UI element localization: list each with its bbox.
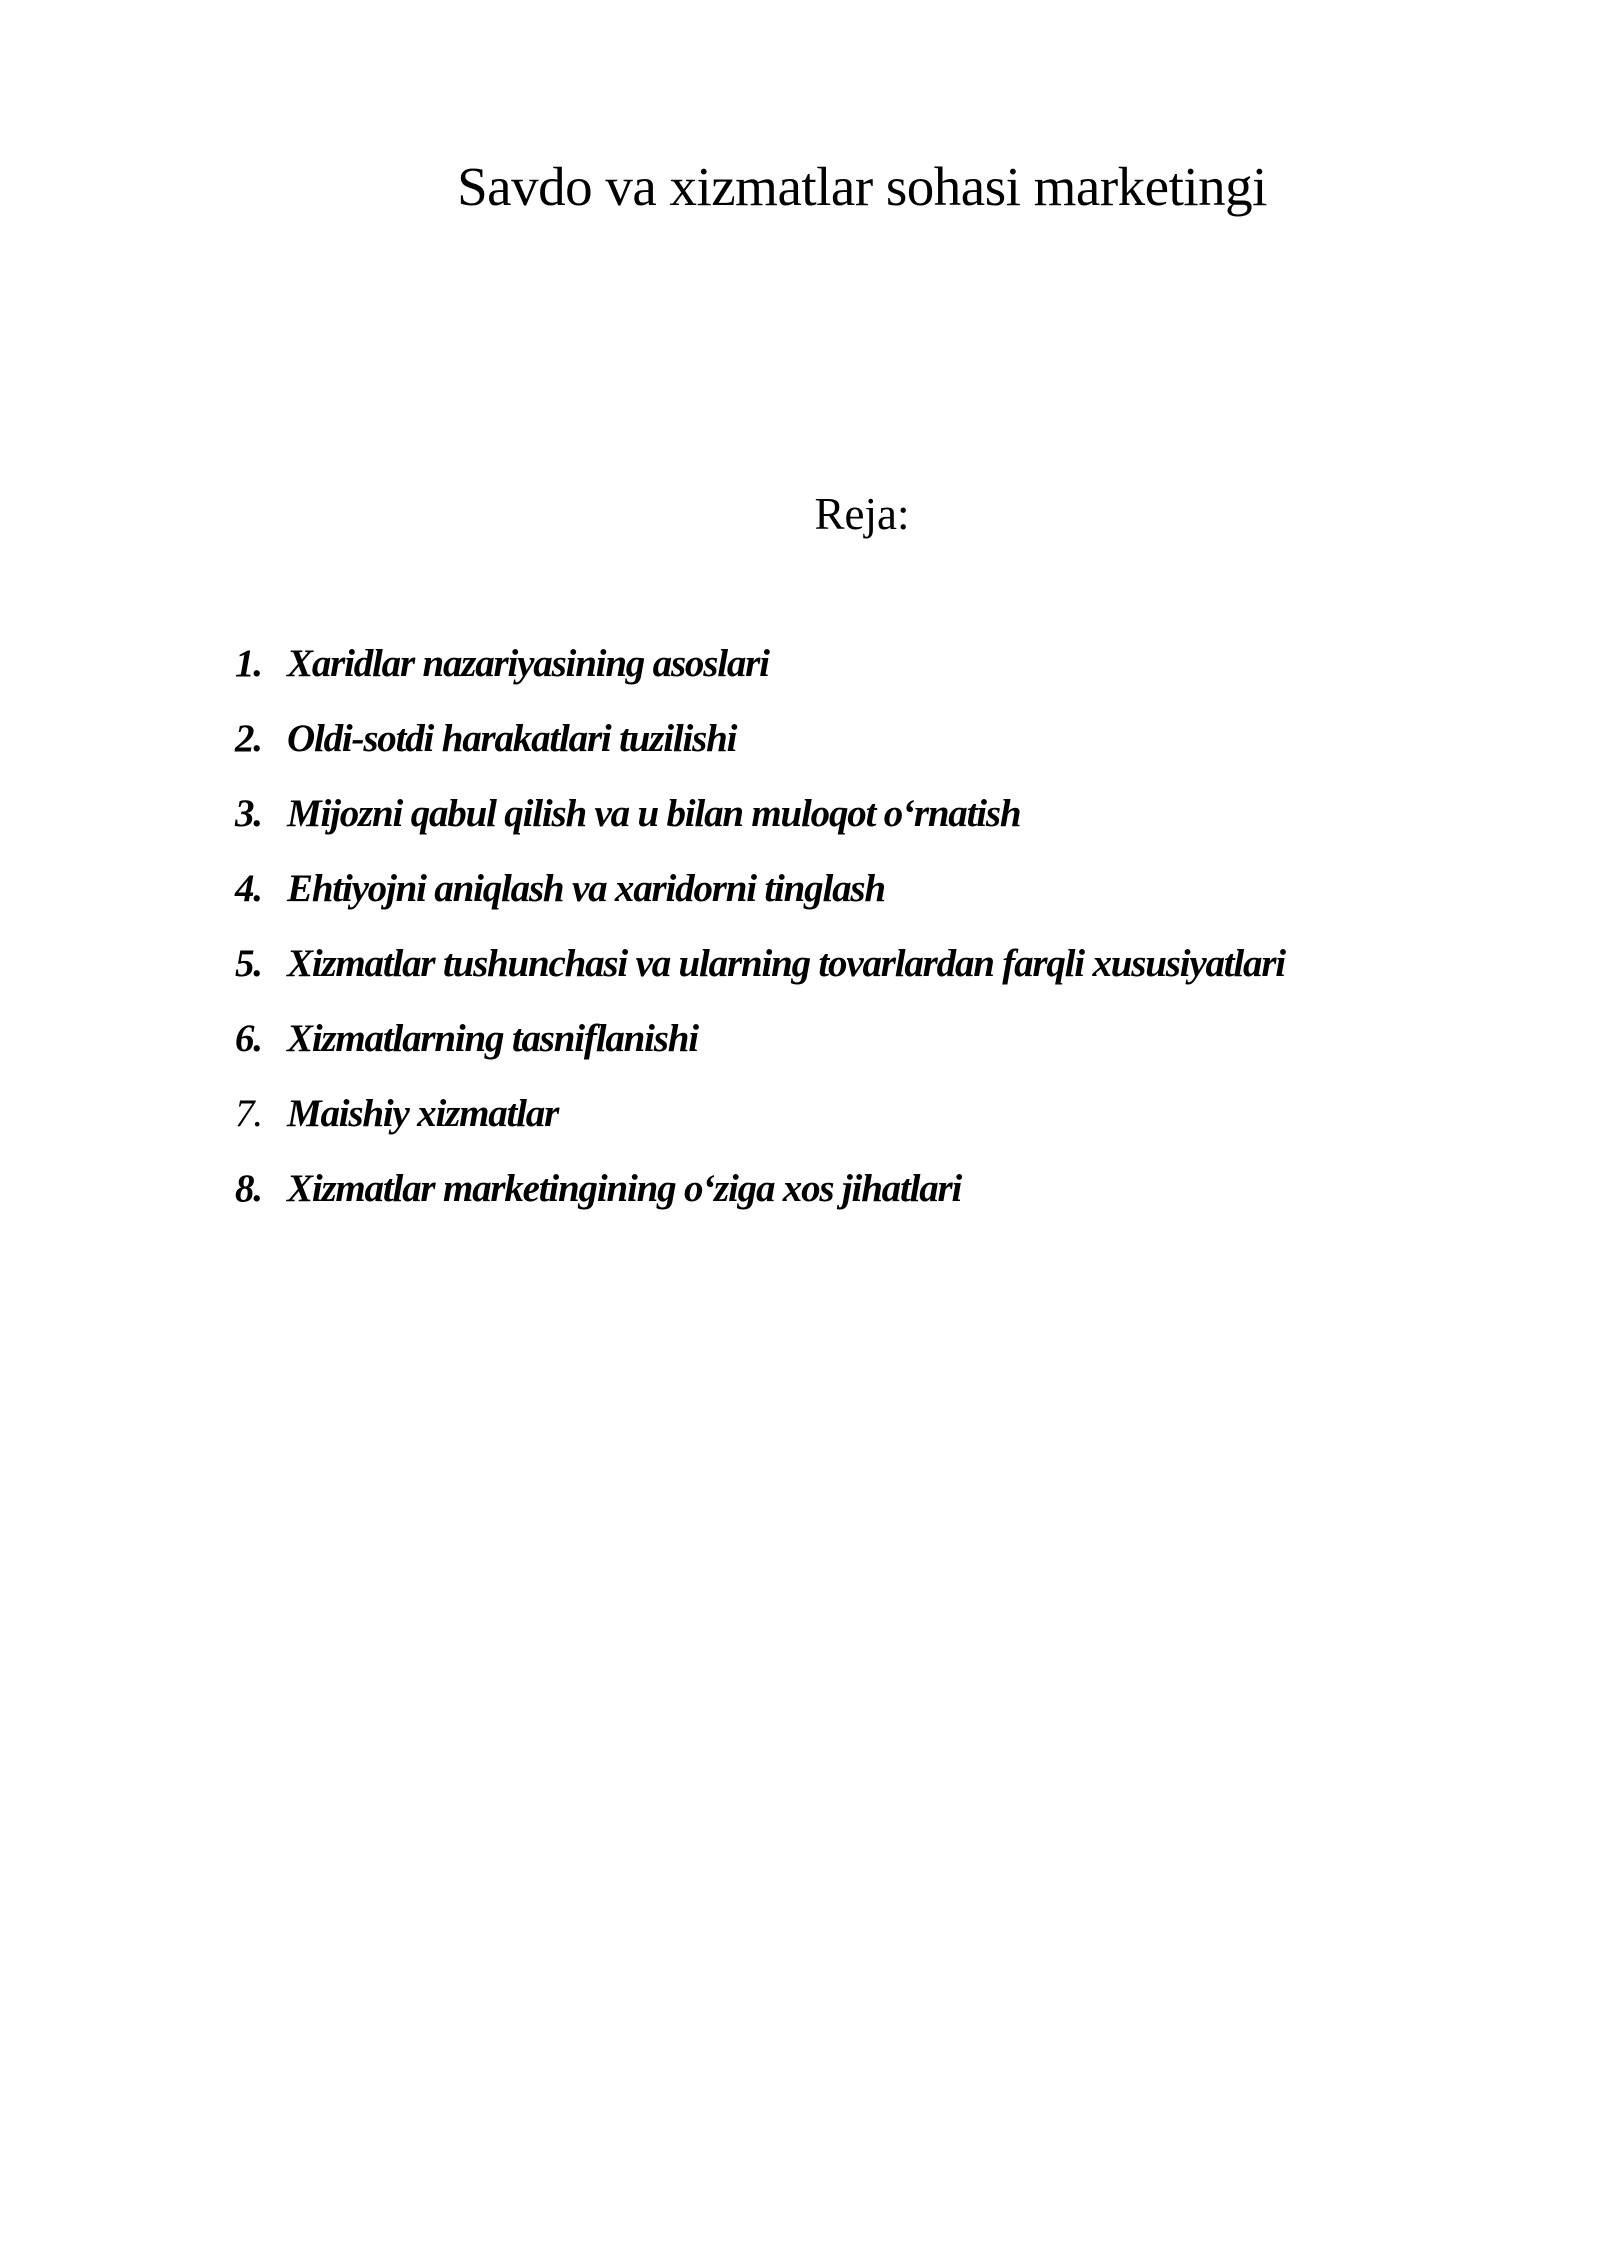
plan-item-number: 8. [235, 1167, 262, 1210]
plan-item-text: Xaridlar nazariyasining asoslari [287, 642, 769, 685]
plan-item [235, 851, 1535, 926]
plan-item-number: 5. [235, 942, 262, 985]
plan-item-text: Mijozni qabul qilish va u bilan muloqot o‘rnatish [287, 792, 1021, 835]
document-title: Savdo va xizmatlar sohasi marketingi [457, 156, 1267, 217]
plan-item-number: 1. [235, 642, 262, 685]
plan-list [235, 626, 1535, 1226]
plan-item-text: Xizmatlar marketingining o‘ziga xos jihatlari [287, 1167, 962, 1210]
plan-item [235, 1151, 1535, 1226]
plan-item [235, 1001, 1535, 1076]
plan-heading: Reja: [814, 489, 910, 539]
plan-item-number: 2. [235, 717, 262, 760]
plan-item-number: 3. [235, 792, 262, 835]
plan-item [235, 626, 1535, 701]
plan-item-number: 6. [235, 1017, 262, 1060]
plan-item-text: Xizmatlar tushunchasi va ularning tovarlardan farqli xususiyatlari [287, 942, 1285, 985]
plan-item [235, 776, 1535, 851]
plan-item-text: Oldi-sotdi harakatlari tuzilishi [287, 717, 737, 760]
plan-item-number: 4. [235, 867, 262, 910]
plan-item [235, 1076, 1535, 1151]
plan-item [235, 926, 1535, 1001]
plan-item-text: Xizmatlarning tasniflanishi [287, 1017, 698, 1060]
plan-item-number: 7. [235, 1092, 262, 1135]
plan-item-text: Maishiy xizmatlar [287, 1092, 559, 1135]
plan-item [235, 701, 1535, 776]
plan-item-text: Ehtiyojni aniqlash va xaridorni tinglash [287, 867, 885, 910]
